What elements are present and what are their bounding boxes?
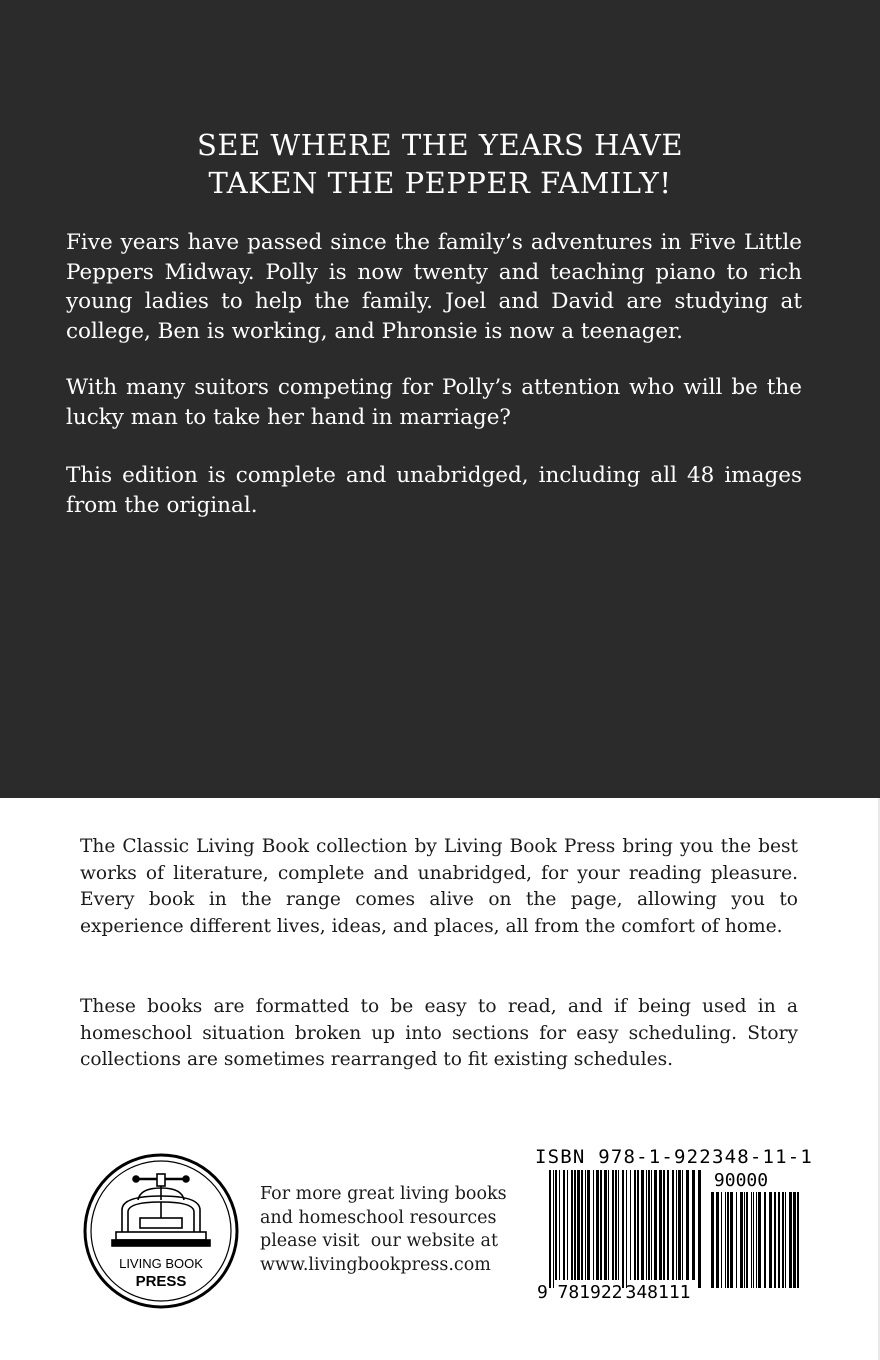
barcode-bar bbox=[622, 1170, 624, 1288]
barcode-bar bbox=[782, 1192, 784, 1288]
barcode-addon-bars bbox=[711, 1192, 799, 1288]
barcode-bar bbox=[581, 1170, 583, 1280]
barcode-bar bbox=[618, 1170, 619, 1280]
barcode-bar bbox=[797, 1192, 799, 1288]
barcode-bar bbox=[648, 1170, 650, 1280]
price-code: 90000 bbox=[713, 1170, 769, 1191]
barcode-bar bbox=[756, 1192, 757, 1288]
barcode-bar bbox=[764, 1192, 766, 1288]
barcode-bar bbox=[567, 1170, 568, 1280]
barcode-bar bbox=[615, 1170, 617, 1280]
barcode-bar bbox=[637, 1170, 639, 1280]
barcode-bar bbox=[778, 1192, 780, 1288]
publisher-blurb-paragraph-1: The Classic Living Book collection by Living Book Press bring you the best works of literature, complete and unabridged, for your reading pleasure. Every book in the range comes alive on the page, allowing you to experience different lives, ideas, and places, all from the comfort of home. bbox=[80, 836, 798, 937]
barcode-bar bbox=[585, 1170, 586, 1280]
barcode-bar bbox=[686, 1170, 689, 1280]
barcode-bar bbox=[725, 1192, 726, 1288]
barcode-bar bbox=[626, 1170, 627, 1288]
website-url: www.livingbookpress.com bbox=[260, 1254, 491, 1275]
barcode-bar bbox=[587, 1170, 590, 1280]
barcode-bar bbox=[559, 1170, 560, 1280]
promo-line-1: For more great living books bbox=[260, 1184, 507, 1204]
barcode-bar bbox=[563, 1170, 565, 1280]
barcode-bar bbox=[654, 1170, 657, 1280]
website-promo bbox=[260, 1183, 507, 1277]
barcode-bar bbox=[593, 1170, 594, 1280]
publisher-blurb-paragraph-2: These books are formatted to be easy to read, and if being used in a homeschool situation broken up into sections for easy scheduling. Story collections are sometimes rearranged to fit existing schedules. bbox=[80, 996, 798, 1070]
barcode-bar bbox=[744, 1192, 745, 1288]
barcode-bar bbox=[667, 1170, 669, 1280]
barcode-bar bbox=[789, 1192, 792, 1288]
barcode-bar bbox=[793, 1192, 796, 1288]
barcode-bar bbox=[630, 1170, 631, 1280]
barcode-bar bbox=[646, 1170, 647, 1280]
barcode-bar bbox=[758, 1192, 761, 1288]
barcode-bar bbox=[746, 1192, 748, 1288]
barcode-bar bbox=[659, 1170, 662, 1280]
barcode-bar bbox=[634, 1170, 636, 1280]
barcode-bar bbox=[672, 1170, 674, 1280]
barcode-bar bbox=[785, 1192, 786, 1288]
barcode-bar bbox=[678, 1170, 681, 1280]
barcode-bar bbox=[682, 1170, 683, 1280]
ean-group-2: 348111 bbox=[625, 1282, 691, 1300]
barcode-bar bbox=[751, 1192, 752, 1288]
barcode-bar bbox=[612, 1170, 614, 1280]
headline-line-1: SEE WHERE THE YEARS HAVE bbox=[196, 128, 683, 162]
description-paragraph-1: Five years have passed since the family’s adventures in Five Little Peppers Midway. Polly is now twenty and teaching piano to rich young ladies to help the family. Joel and David are studying at college, Ben is working, and Phronsie is now a teenager. bbox=[66, 230, 802, 344]
promo-line-2: and homeschool resources bbox=[260, 1207, 497, 1228]
barcode-bar bbox=[604, 1170, 607, 1280]
barcode-bar bbox=[596, 1170, 599, 1280]
description-paragraph-2: With many suitors competing for Polly’s attention who will be the lucky man to take her hand in marriage? bbox=[66, 375, 802, 430]
barcode-bar bbox=[555, 1170, 557, 1280]
barcode-bar bbox=[651, 1170, 652, 1280]
barcode-bar bbox=[676, 1170, 677, 1280]
barcode-bar bbox=[577, 1170, 580, 1280]
publisher-logo bbox=[82, 1152, 240, 1310]
barcode-bar bbox=[663, 1170, 665, 1280]
barcode-bars bbox=[549, 1170, 701, 1288]
barcode-bar bbox=[740, 1192, 743, 1288]
barcode-bar bbox=[711, 1192, 714, 1288]
barcode-bar bbox=[727, 1192, 729, 1288]
barcode-bar bbox=[698, 1170, 701, 1288]
barcode-bar bbox=[553, 1170, 554, 1288]
barcode-bar bbox=[692, 1170, 695, 1280]
barcode-bar bbox=[716, 1192, 719, 1288]
headline-line-2: TAKEN THE PEPPER FAMILY! bbox=[208, 166, 672, 200]
barcode-bar bbox=[769, 1192, 772, 1288]
barcode-bar bbox=[736, 1192, 737, 1288]
barcode-bar bbox=[549, 1170, 551, 1288]
barcode-bar bbox=[574, 1170, 576, 1280]
barcode-bar bbox=[641, 1170, 644, 1280]
isbn-barcode bbox=[535, 1168, 805, 1300]
barcode-bar bbox=[608, 1170, 609, 1280]
logo-text-line-1: LIVING BOOK bbox=[119, 1256, 203, 1271]
headline bbox=[0, 126, 880, 202]
isbn-label: ISBN 978-1-922348-11-1 bbox=[535, 1146, 814, 1168]
barcode-bar bbox=[753, 1192, 754, 1288]
barcode-bar bbox=[730, 1192, 733, 1288]
promo-line-3: please visit our website at bbox=[260, 1231, 498, 1251]
barcode-bar bbox=[571, 1170, 573, 1280]
barcode-bar bbox=[774, 1192, 776, 1288]
barcode-bar bbox=[721, 1192, 722, 1288]
barcode-bar bbox=[600, 1170, 602, 1280]
ean-group-1: 781922 bbox=[557, 1282, 623, 1300]
description-paragraph-3: This edition is complete and unabridged, including all 48 images from the original. bbox=[66, 463, 802, 518]
logo-text-line-2: PRESS bbox=[135, 1273, 187, 1290]
ean-first-digit: 9 bbox=[537, 1282, 548, 1300]
